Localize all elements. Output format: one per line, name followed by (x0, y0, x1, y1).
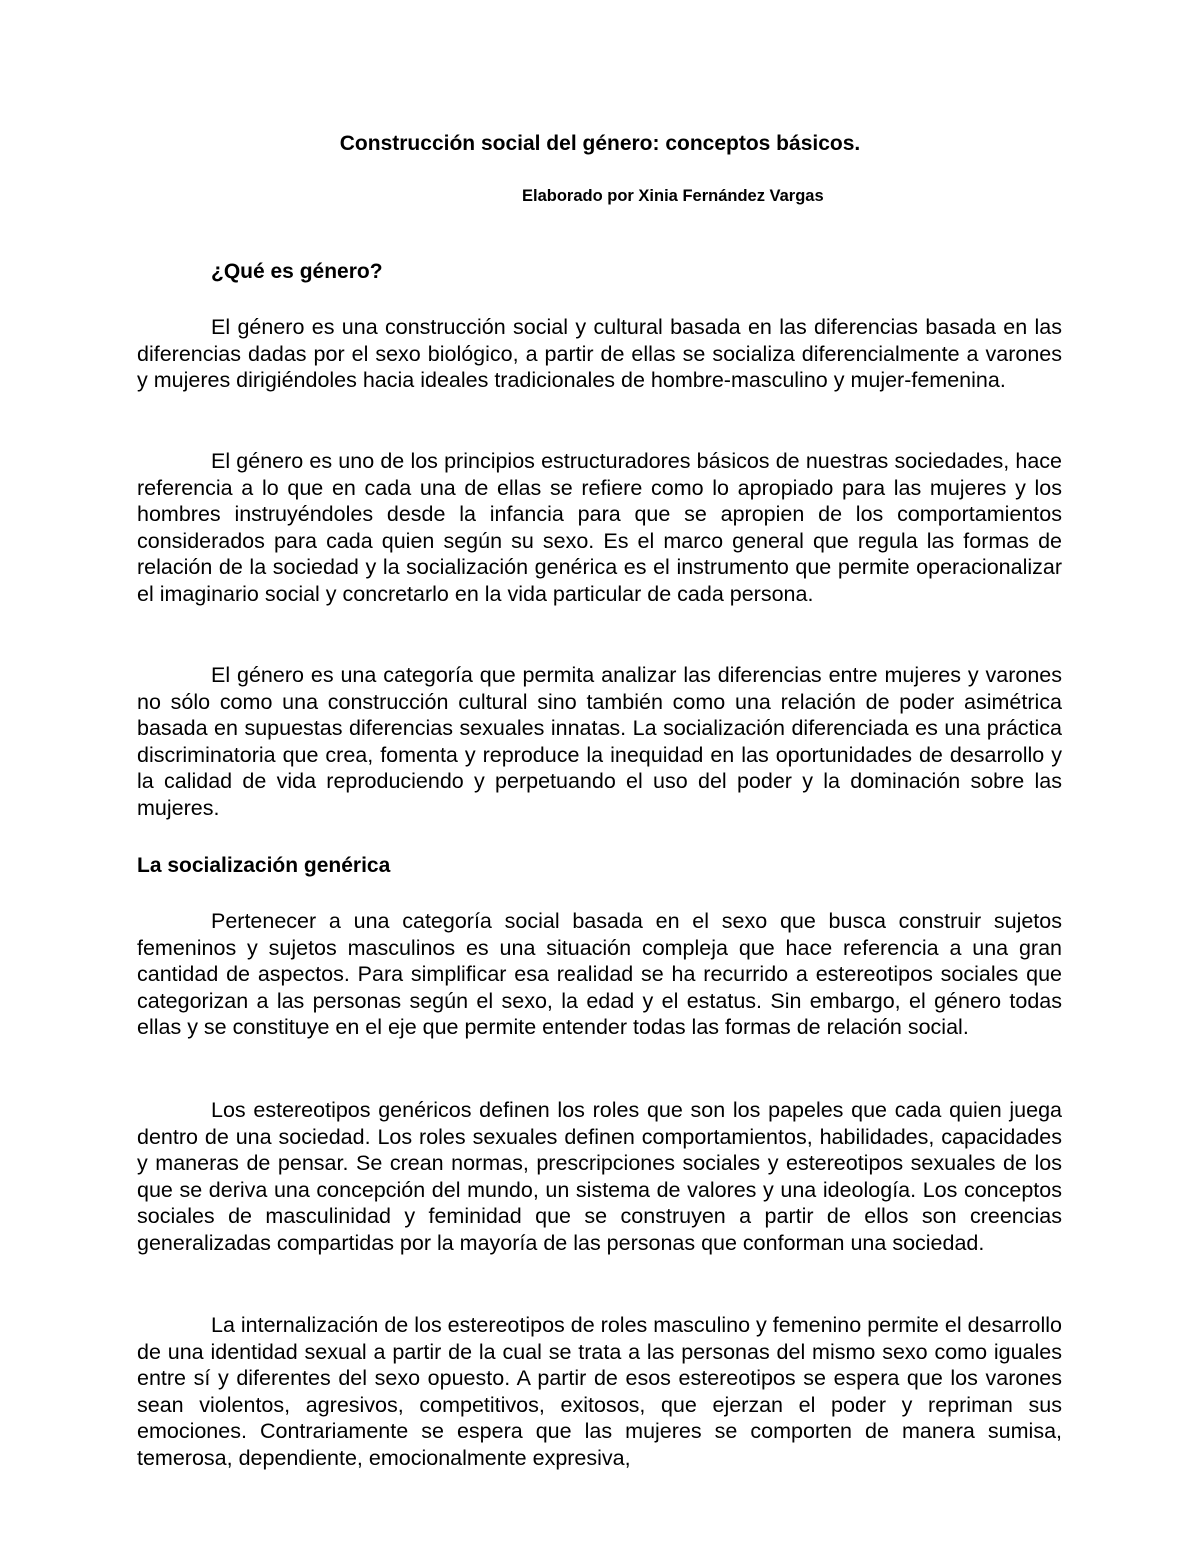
author-byline: Elaborado por Xinia Fernández Vargas (522, 187, 824, 205)
paragraph-3: El género es una categoría que permita analizar las diferencias entre mujeres y varones no sólo como una construcción cultural sino también como una relación de poder asimétrica basada en supuestas diferencias sexuales innatas. La socialización diferenciada es una práctica discriminatoria que crea, fomenta y reproduce la inequidad en las oportunidades de desarrollo y la calidad de vida reproduciendo y perpetuando el uso del poder y la dominación sobre las mujeres. (137, 663, 1062, 820)
paragraph-5: Los estereotipos genéricos definen los roles que son los papeles que cada quien juega dentro de una sociedad. Los roles sexuales definen comportamientos, habilidades, capacidades y maneras de pensar. Se crean normas, prescripciones sociales y estereotipos sexuales de los que se deriva una concepción del mundo, un sistema de valores y una ideología. Los conceptos sociales de masculinidad y feminidad que se construyen a partir de ellos son creencias generalizadas compartidas por la mayoría de las personas que conforman una sociedad. (137, 1098, 1062, 1255)
document-title: Construcción social del género: conceptos básicos. (339, 132, 861, 155)
paragraph-1: El género es una construcción social y cultural basada en las diferencias basada en las diferencias dadas por el sexo biológico, a partir de ellas se socializa diferencialmente a varones y mujeres dirigiéndoles hacia ideales tradicionales de hombre-masculino y mujer-femenina. (137, 315, 1062, 392)
paragraph-6: La internalización de los estereotipos de roles masculino y femenino permite el desarrollo de una identidad sexual a partir de la cual se trata a las personas del mismo sexo como iguales entre sí y diferentes del sexo opuesto. A partir de esos estereotipos se espera que los varones sean violentos, agresivos, competitivos, exitosos, que ejerzan el poder y repriman sus emociones. Contrariamente se espera que las mujeres se comporten de manera sumisa, temerosa, dependiente, emocionalmente expresiva, (137, 1313, 1062, 1470)
section-heading-que-es-genero: ¿Qué es género? (211, 260, 383, 283)
paragraph-4: Pertenecer a una categoría social basada en el sexo que busca construir sujetos femeninos y sujetos masculinos es una situación compleja que hace referencia a una gran cantidad de aspectos. Para simplificar esa realidad se ha recurrido a estereotipos sociales que categorizan a las personas según el sexo, la edad y el estatus. Sin embargo, el género todas ellas y se constituye en el eje que permite entender todas las formas de relación social. (137, 909, 1062, 1039)
paragraph-2: El género es uno de los principios estructuradores básicos de nuestras sociedades, hace referencia a lo que en cada una de ellas se refiere como lo apropiado para las mujeres y los hombres instruyéndoles desde la infancia para que se apropien de los comportamientos considerados para cada quien según su sexo. Es el marco general que regula las formas de relación de la sociedad y la socialización genérica es el instrumento que permite operacionalizar el imaginario social y concretarlo en la vida particular de cada persona. (137, 449, 1062, 606)
section-heading-socializacion-generica: La socialización genérica (137, 854, 391, 877)
